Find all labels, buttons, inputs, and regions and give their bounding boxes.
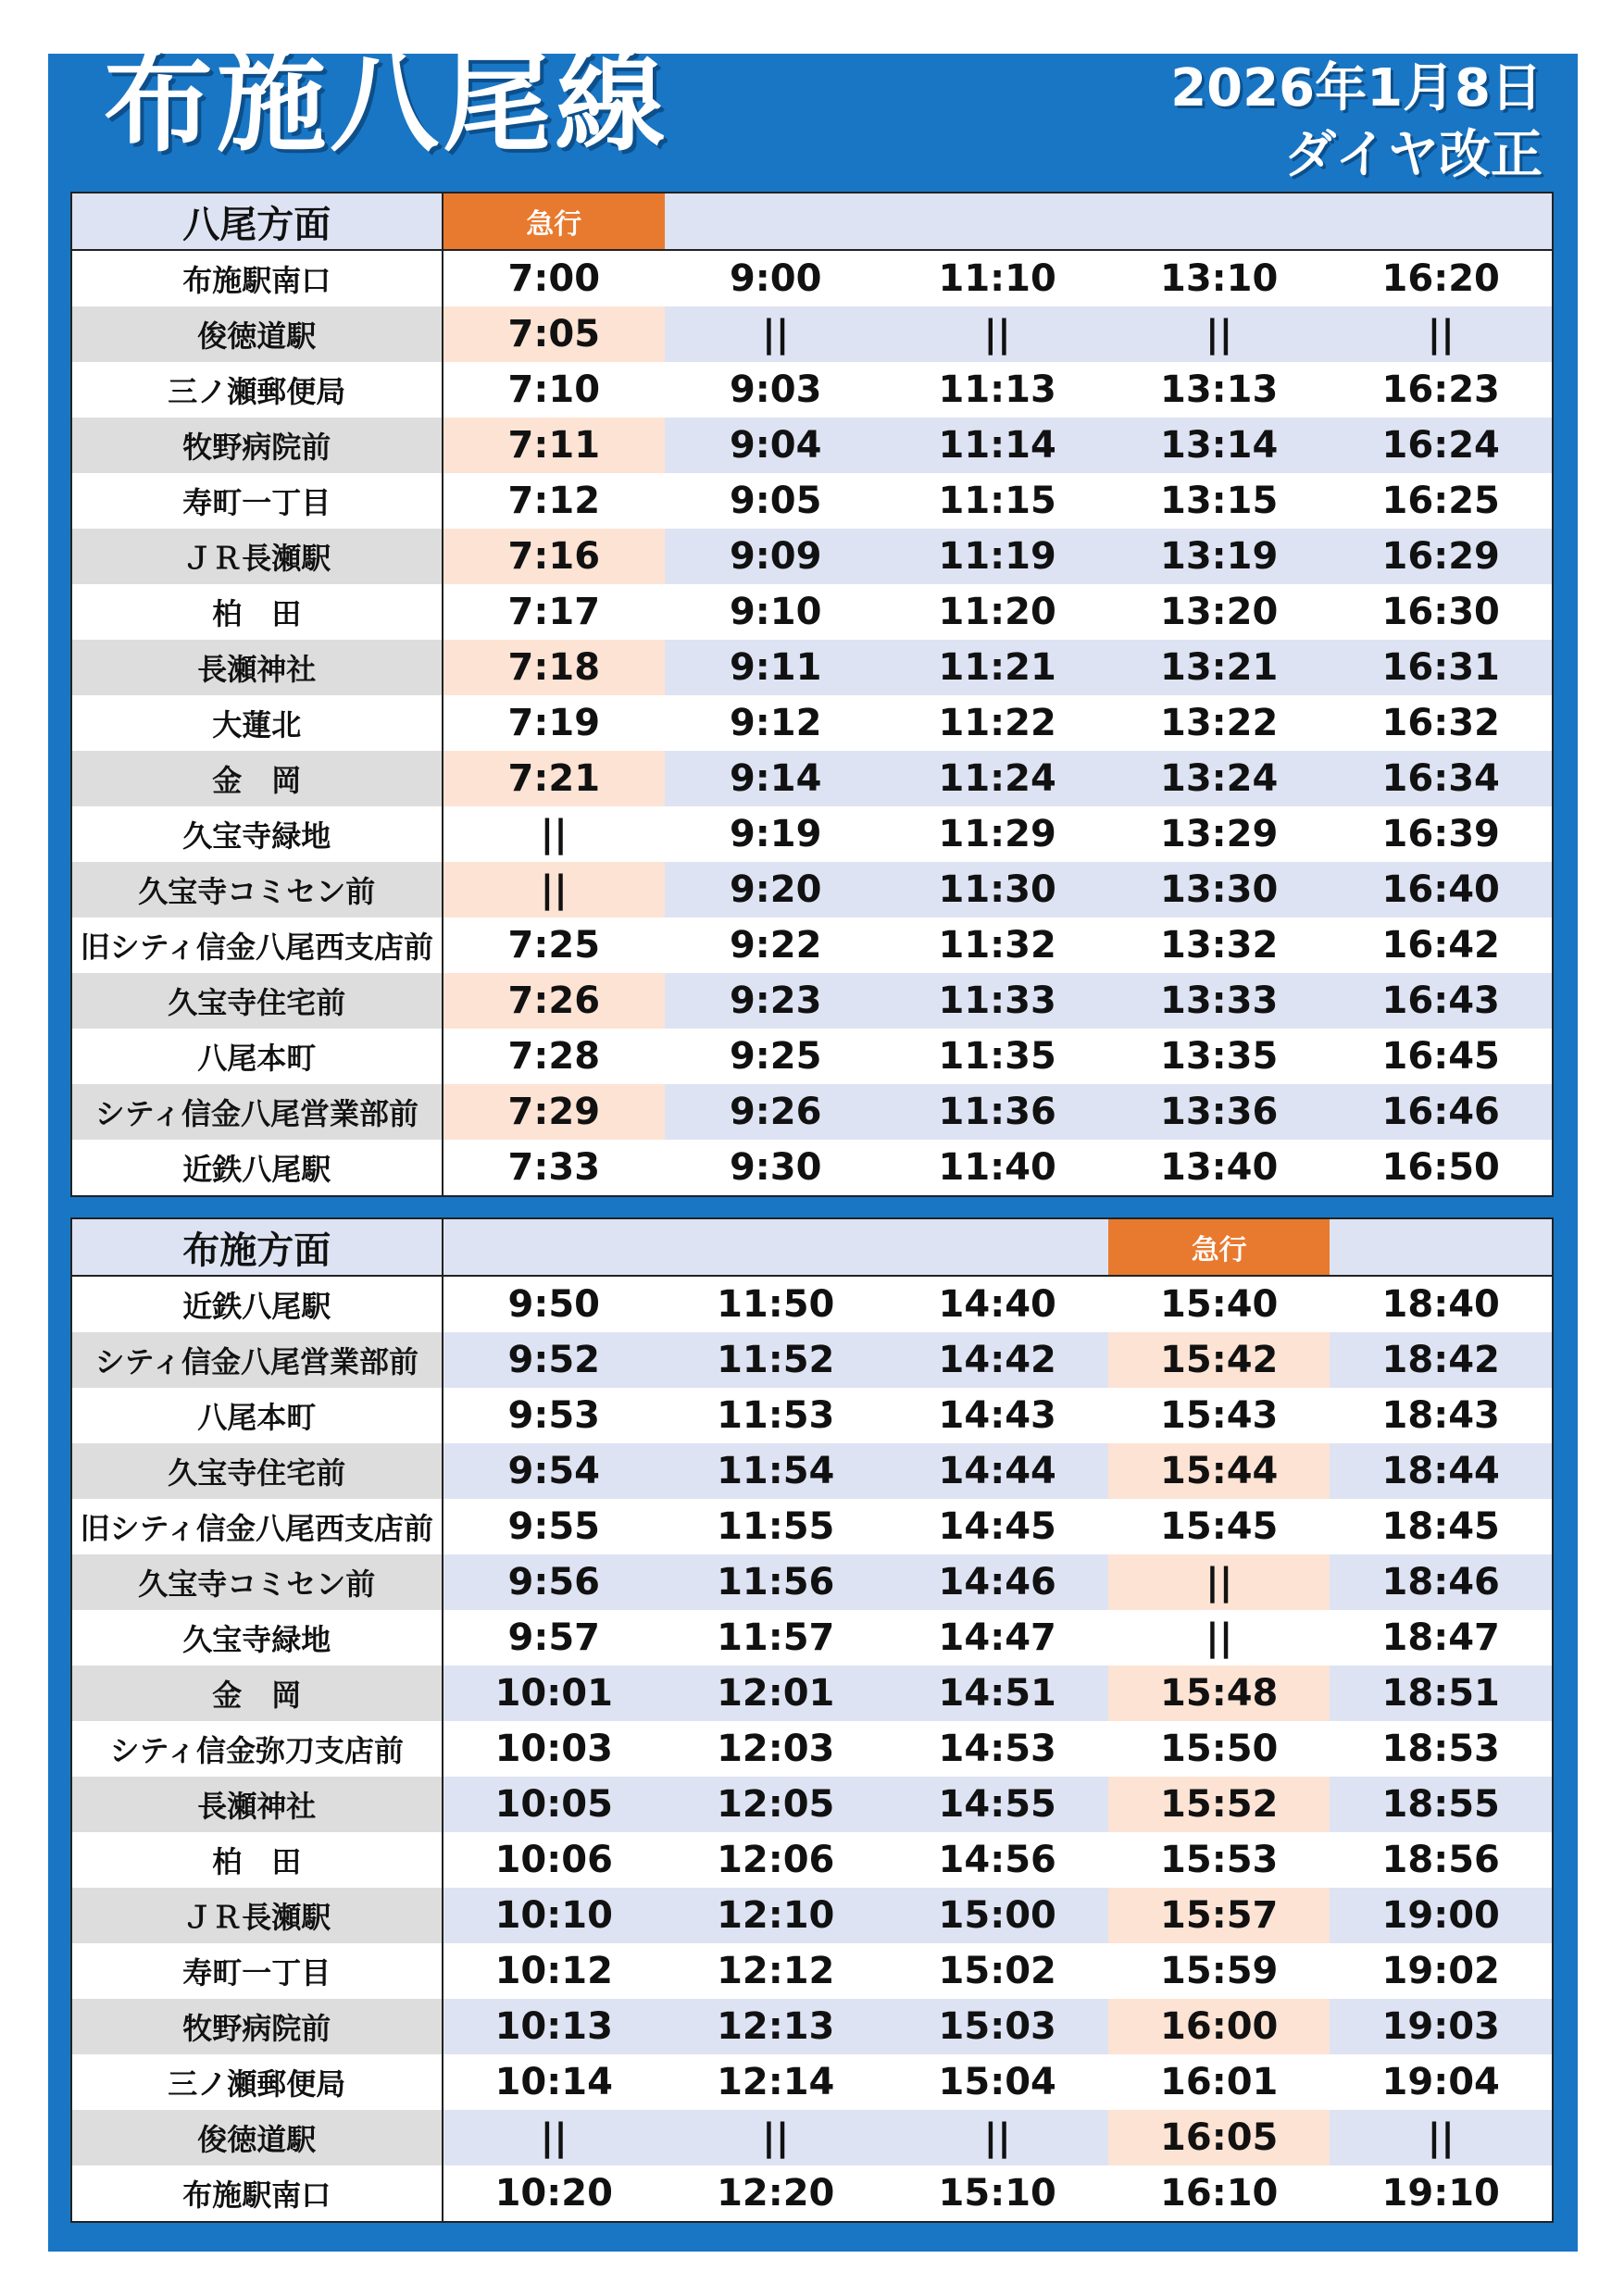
stop-name: 旧シティ信金八尾西支店前 <box>71 917 443 973</box>
table-row <box>71 751 1553 806</box>
express-time-cell: || <box>443 806 665 862</box>
time-cell: 14:40 <box>886 1276 1107 1332</box>
time-cell: 13:40 <box>1108 1140 1330 1196</box>
time-cell: 10:12 <box>443 1943 665 1999</box>
time-cell: 10:20 <box>443 2165 665 2222</box>
stop-name: 旧シティ信金八尾西支店前 <box>71 1499 443 1554</box>
timetable-fuse-bound <box>70 1217 1554 2223</box>
time-cell: 11:21 <box>886 640 1108 695</box>
time-cell: 12:05 <box>665 1777 886 1832</box>
time-cell: 11:15 <box>886 473 1108 529</box>
time-cell: 18:40 <box>1330 1276 1553 1332</box>
time-cell: 9:00 <box>665 250 886 306</box>
table-row <box>71 1832 1553 1888</box>
time-cell: 14:56 <box>886 1832 1107 1888</box>
time-cell: 18:56 <box>1330 1832 1553 1888</box>
time-cell: 16:34 <box>1330 751 1553 806</box>
table-row <box>71 1029 1553 1084</box>
table-row <box>71 1388 1553 1443</box>
table-row <box>71 917 1553 973</box>
express-time-cell: 15:44 <box>1108 1443 1330 1499</box>
time-cell: 13:13 <box>1108 362 1330 418</box>
express-time-cell: || <box>1108 1610 1330 1666</box>
table-row <box>71 1084 1553 1140</box>
header-cell <box>1108 193 1330 250</box>
time-cell: 9:56 <box>443 1554 665 1610</box>
time-cell: 10:13 <box>443 1999 665 2054</box>
time-cell: 16:40 <box>1330 862 1553 917</box>
stop-name: 布施駅南口 <box>71 2165 443 2222</box>
time-cell: || <box>1108 306 1330 362</box>
time-cell: 14:46 <box>886 1554 1107 1610</box>
express-time-cell: 15:40 <box>1108 1276 1330 1332</box>
express-time-cell: 15:59 <box>1108 1943 1330 1999</box>
express-time-cell: || <box>443 862 665 917</box>
time-cell: 13:21 <box>1108 640 1330 695</box>
time-cell: 16:32 <box>1330 695 1553 751</box>
time-cell: 15:04 <box>886 2054 1107 2110</box>
revision-label: ダイヤ改正 <box>1284 125 1543 185</box>
time-cell: 14:55 <box>886 1777 1107 1832</box>
time-cell: 13:20 <box>1108 584 1330 640</box>
stop-name: 近鉄八尾駅 <box>71 1276 443 1332</box>
time-cell: 12:10 <box>665 1888 886 1943</box>
stop-name: シティ信金八尾営業部前 <box>71 1084 443 1140</box>
table-row <box>71 1777 1553 1832</box>
stop-name: 久宝寺住宅前 <box>71 973 443 1029</box>
table-row <box>71 695 1553 751</box>
time-cell: 14:45 <box>886 1499 1107 1554</box>
time-cell: || <box>1330 306 1553 362</box>
time-cell: 16:43 <box>1330 973 1553 1029</box>
stop-name: 久宝寺緑地 <box>71 806 443 862</box>
time-cell: 15:02 <box>886 1943 1107 1999</box>
time-cell: 13:36 <box>1108 1084 1330 1140</box>
express-time-cell: 16:01 <box>1108 2054 1330 2110</box>
table-row <box>71 1721 1553 1777</box>
header-row <box>71 1218 1553 1276</box>
express-time-cell: 15:52 <box>1108 1777 1330 1832</box>
time-cell: 16:39 <box>1330 806 1553 862</box>
time-cell: 12:13 <box>665 1999 886 2054</box>
header-cell <box>886 193 1108 250</box>
stop-name: 牧野病院前 <box>71 1999 443 2054</box>
table-row <box>71 2165 1553 2222</box>
time-cell: 9:52 <box>443 1332 665 1388</box>
express-time-cell: 15:50 <box>1108 1721 1330 1777</box>
time-cell: 9:19 <box>665 806 886 862</box>
time-cell: 16:45 <box>1330 1029 1553 1084</box>
table-row <box>71 362 1553 418</box>
page-title: 布施八尾線 <box>104 39 669 167</box>
time-cell: 16:42 <box>1330 917 1553 973</box>
time-cell: 14:51 <box>886 1666 1107 1721</box>
express-time-cell: 15:48 <box>1108 1666 1330 1721</box>
time-cell: 9:05 <box>665 473 886 529</box>
stop-name: 金 岡 <box>71 1666 443 1721</box>
stop-name: 俊徳道駅 <box>71 2110 443 2165</box>
time-cell: 12:01 <box>665 1666 886 1721</box>
time-cell: 13:30 <box>1108 862 1330 917</box>
stop-name: シティ信金弥刀支店前 <box>71 1721 443 1777</box>
time-cell: 10:05 <box>443 1777 665 1832</box>
time-cell: 9:23 <box>665 973 886 1029</box>
time-cell: 9:25 <box>665 1029 886 1084</box>
stop-name: 近鉄八尾駅 <box>71 1140 443 1196</box>
stop-name: 寿町一丁目 <box>71 1943 443 1999</box>
time-cell: 14:43 <box>886 1388 1107 1443</box>
time-cell: 9:26 <box>665 1084 886 1140</box>
time-cell: 18:53 <box>1330 1721 1553 1777</box>
time-cell: 19:02 <box>1330 1943 1553 1999</box>
express-time-cell: 7:29 <box>443 1084 665 1140</box>
time-cell: 9:22 <box>665 917 886 973</box>
table-row <box>71 973 1553 1029</box>
table-row <box>71 1610 1553 1666</box>
time-cell: 14:53 <box>886 1721 1107 1777</box>
time-cell: 11:19 <box>886 529 1108 584</box>
time-cell: 19:04 <box>1330 2054 1553 2110</box>
time-cell: 16:46 <box>1330 1084 1553 1140</box>
table-row <box>71 306 1553 362</box>
table-row <box>71 1276 1553 1332</box>
time-cell: 18:51 <box>1330 1666 1553 1721</box>
time-cell: 11:35 <box>886 1029 1108 1084</box>
time-cell: 9:53 <box>443 1388 665 1443</box>
stop-name: 金 岡 <box>71 751 443 806</box>
stop-name: 寿町一丁目 <box>71 473 443 529</box>
express-time-cell: 7:05 <box>443 306 665 362</box>
timetable-yao-bound <box>70 192 1554 1197</box>
time-cell: 16:30 <box>1330 584 1553 640</box>
time-cell: 11:30 <box>886 862 1108 917</box>
time-cell: 11:57 <box>665 1610 886 1666</box>
express-badge: 急行 <box>443 193 665 250</box>
time-cell: 12:20 <box>665 2165 886 2222</box>
time-cell: 18:55 <box>1330 1777 1553 1832</box>
express-time-cell: 7:21 <box>443 751 665 806</box>
time-cell: 16:50 <box>1330 1140 1553 1196</box>
table-row <box>71 1443 1553 1499</box>
time-cell: 14:47 <box>886 1610 1107 1666</box>
header-cell <box>665 1218 886 1276</box>
time-cell: 16:20 <box>1330 250 1553 306</box>
express-time-cell: 7:17 <box>443 584 665 640</box>
time-cell: 15:03 <box>886 1999 1107 2054</box>
time-cell: 19:03 <box>1330 1999 1553 2054</box>
table-row <box>71 584 1553 640</box>
express-time-cell: || <box>1108 1554 1330 1610</box>
stop-name: ＪＲ長瀬駅 <box>71 529 443 584</box>
express-badge: 急行 <box>1108 1218 1330 1276</box>
stop-name: 三ノ瀬郵便局 <box>71 362 443 418</box>
time-cell: || <box>1330 2110 1553 2165</box>
time-cell: 13:10 <box>1108 250 1330 306</box>
table-row <box>71 2054 1553 2110</box>
time-cell: 11:14 <box>886 418 1108 473</box>
time-cell: 12:03 <box>665 1721 886 1777</box>
header-cell <box>1330 193 1553 250</box>
express-time-cell: 7:19 <box>443 695 665 751</box>
time-cell: 10:14 <box>443 2054 665 2110</box>
stop-name: 長瀬神社 <box>71 640 443 695</box>
time-cell: || <box>665 2110 886 2165</box>
time-cell: 18:43 <box>1330 1388 1553 1443</box>
express-time-cell: 7:28 <box>443 1029 665 1084</box>
time-cell: 9:10 <box>665 584 886 640</box>
stop-name: 布施駅南口 <box>71 250 443 306</box>
header-cell <box>1330 1218 1553 1276</box>
revision-date: 2026年1月8日 <box>1170 58 1543 119</box>
express-time-cell: 7:12 <box>443 473 665 529</box>
express-time-cell: 15:43 <box>1108 1388 1330 1443</box>
time-cell: 15:00 <box>886 1888 1107 1943</box>
time-cell: 14:42 <box>886 1332 1107 1388</box>
express-time-cell: 7:11 <box>443 418 665 473</box>
stop-name: 俊徳道駅 <box>71 306 443 362</box>
express-time-cell: 15:42 <box>1108 1332 1330 1388</box>
table-row <box>71 473 1553 529</box>
time-cell: 15:10 <box>886 2165 1107 2222</box>
table-row <box>71 1666 1553 1721</box>
time-cell: 12:06 <box>665 1832 886 1888</box>
table-row <box>71 418 1553 473</box>
time-cell: 11:32 <box>886 917 1108 973</box>
express-time-cell: 16:05 <box>1108 2110 1330 2165</box>
time-cell: 10:06 <box>443 1832 665 1888</box>
time-cell: 9:11 <box>665 640 886 695</box>
table-row <box>71 640 1553 695</box>
direction-label: 八尾方面 <box>71 193 443 250</box>
time-cell: 9:12 <box>665 695 886 751</box>
time-cell: 13:33 <box>1108 973 1330 1029</box>
time-cell: 11:24 <box>886 751 1108 806</box>
time-cell: || <box>886 306 1108 362</box>
time-cell: 13:32 <box>1108 917 1330 973</box>
time-cell: 19:10 <box>1330 2165 1553 2222</box>
time-cell: 11:29 <box>886 806 1108 862</box>
time-cell: 12:14 <box>665 2054 886 2110</box>
time-cell: 13:14 <box>1108 418 1330 473</box>
table-row <box>71 862 1553 917</box>
time-cell: 11:50 <box>665 1276 886 1332</box>
time-cell: 13:35 <box>1108 1029 1330 1084</box>
time-cell: 11:54 <box>665 1443 886 1499</box>
time-cell: 9:03 <box>665 362 886 418</box>
express-time-cell: 7:26 <box>443 973 665 1029</box>
time-cell: 11:52 <box>665 1332 886 1388</box>
stop-name: 八尾本町 <box>71 1388 443 1443</box>
time-cell: 13:24 <box>1108 751 1330 806</box>
express-time-cell: 16:10 <box>1108 2165 1330 2222</box>
stop-name: 大蓮北 <box>71 695 443 751</box>
stop-name: 久宝寺コミセン前 <box>71 1554 443 1610</box>
table-row <box>71 1999 1553 2054</box>
table-row <box>71 1943 1553 1999</box>
time-cell: 11:36 <box>886 1084 1108 1140</box>
table-row <box>71 1332 1553 1388</box>
time-cell: 18:46 <box>1330 1554 1553 1610</box>
time-cell: 13:19 <box>1108 529 1330 584</box>
header-cell <box>886 1218 1107 1276</box>
time-cell: 18:47 <box>1330 1610 1553 1666</box>
table-row <box>71 250 1553 306</box>
express-time-cell: 15:53 <box>1108 1832 1330 1888</box>
time-cell: 19:00 <box>1330 1888 1553 1943</box>
stop-name: 牧野病院前 <box>71 418 443 473</box>
stop-name: 長瀬神社 <box>71 1777 443 1832</box>
time-cell: 16:23 <box>1330 362 1553 418</box>
table-row <box>71 1554 1553 1610</box>
table-row <box>71 1499 1553 1554</box>
time-cell: 11:33 <box>886 973 1108 1029</box>
express-time-cell: 15:57 <box>1108 1888 1330 1943</box>
time-cell: || <box>665 306 886 362</box>
table-row <box>71 2110 1553 2165</box>
header-cell <box>443 1218 665 1276</box>
table-row <box>71 529 1553 584</box>
time-cell: 9:57 <box>443 1610 665 1666</box>
time-cell: 12:12 <box>665 1943 886 1999</box>
express-time-cell: 7:25 <box>443 917 665 973</box>
time-cell: 11:55 <box>665 1499 886 1554</box>
time-cell: 14:44 <box>886 1443 1107 1499</box>
time-cell: 13:22 <box>1108 695 1330 751</box>
time-cell: 11:40 <box>886 1140 1108 1196</box>
time-cell: 9:50 <box>443 1276 665 1332</box>
time-cell: 10:10 <box>443 1888 665 1943</box>
table-row <box>71 1888 1553 1943</box>
table-row <box>71 806 1553 862</box>
express-time-cell: 7:10 <box>443 362 665 418</box>
time-cell: 9:54 <box>443 1443 665 1499</box>
stop-name: ＪＲ長瀬駅 <box>71 1888 443 1943</box>
time-cell: 16:25 <box>1330 473 1553 529</box>
time-cell: 16:29 <box>1330 529 1553 584</box>
express-time-cell: 7:00 <box>443 250 665 306</box>
time-cell: 18:42 <box>1330 1332 1553 1388</box>
stop-name: 久宝寺緑地 <box>71 1610 443 1666</box>
stop-name: 久宝寺コミセン前 <box>71 862 443 917</box>
header-cell <box>665 193 886 250</box>
time-cell: 11:56 <box>665 1554 886 1610</box>
time-cell: 9:55 <box>443 1499 665 1554</box>
table-row <box>71 1140 1553 1196</box>
time-cell: 16:24 <box>1330 418 1553 473</box>
time-cell: 9:14 <box>665 751 886 806</box>
time-cell: 9:09 <box>665 529 886 584</box>
time-cell: 18:45 <box>1330 1499 1553 1554</box>
time-cell: 11:53 <box>665 1388 886 1443</box>
express-time-cell: 15:45 <box>1108 1499 1330 1554</box>
express-time-cell: 7:16 <box>443 529 665 584</box>
time-cell: 11:13 <box>886 362 1108 418</box>
stop-name: 八尾本町 <box>71 1029 443 1084</box>
time-cell: 18:44 <box>1330 1443 1553 1499</box>
stop-name: 柏 田 <box>71 1832 443 1888</box>
time-cell: 11:22 <box>886 695 1108 751</box>
time-cell: 11:10 <box>886 250 1108 306</box>
direction-label: 布施方面 <box>71 1218 443 1276</box>
time-cell: 13:15 <box>1108 473 1330 529</box>
time-cell: 10:01 <box>443 1666 665 1721</box>
time-cell: 13:29 <box>1108 806 1330 862</box>
express-time-cell: 16:00 <box>1108 1999 1330 2054</box>
express-time-cell: 7:33 <box>443 1140 665 1196</box>
stop-name: 久宝寺住宅前 <box>71 1443 443 1499</box>
time-cell: || <box>443 2110 665 2165</box>
time-cell: || <box>886 2110 1107 2165</box>
stop-name: シティ信金八尾営業部前 <box>71 1332 443 1388</box>
header-row <box>71 193 1553 250</box>
time-cell: 16:31 <box>1330 640 1553 695</box>
time-cell: 9:20 <box>665 862 886 917</box>
express-time-cell: 7:18 <box>443 640 665 695</box>
time-cell: 10:03 <box>443 1721 665 1777</box>
time-cell: 9:04 <box>665 418 886 473</box>
time-cell: 9:30 <box>665 1140 886 1196</box>
stop-name: 柏 田 <box>71 584 443 640</box>
stop-name: 三ノ瀬郵便局 <box>71 2054 443 2110</box>
time-cell: 11:20 <box>886 584 1108 640</box>
